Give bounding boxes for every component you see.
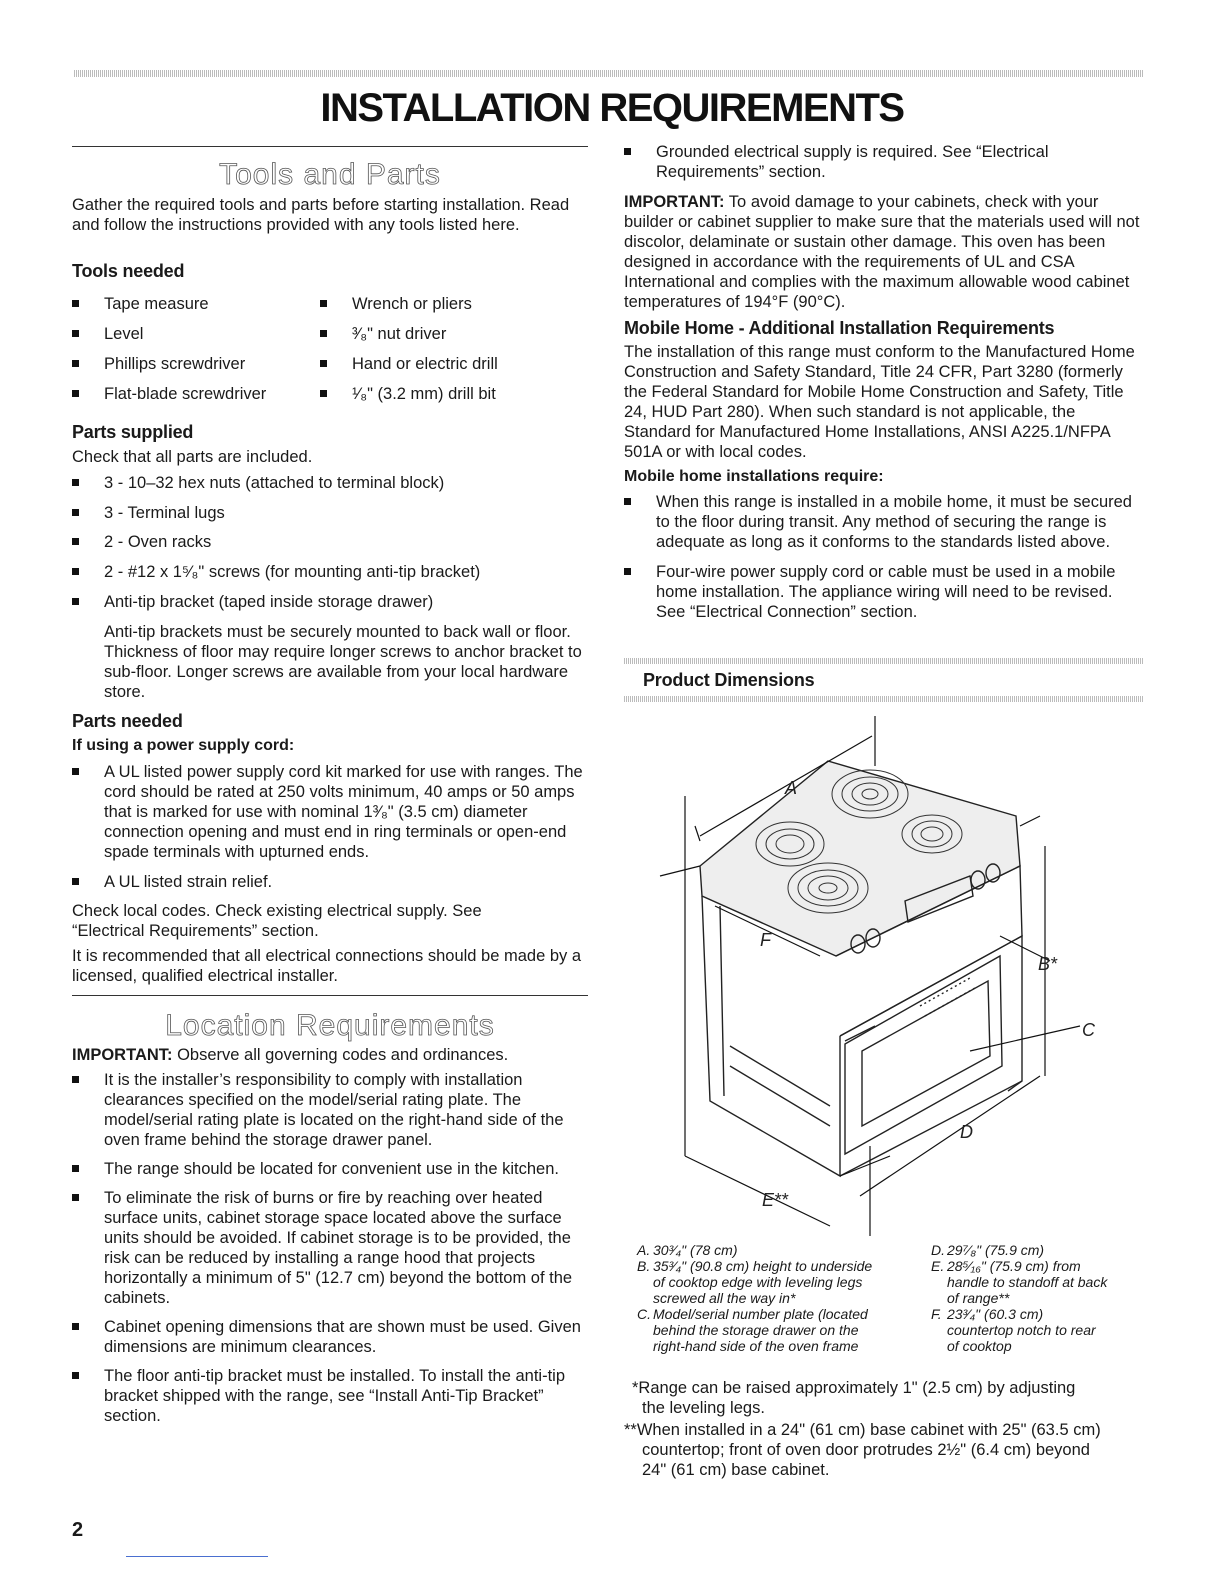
list-item: Tape measure — [72, 294, 209, 314]
list-item: A UL listed power supply cord kit marked for use with ranges. The cord should be rated at 250 volts minimum, 40 amps or 50 amps that is marked for use with nominal 1³⁄₈" (3.5 cm) diameter connection opening and must end in ring terminals or open-end spade terminals with upturned ends. — [72, 762, 588, 862]
dimensions-bar-bottom — [624, 696, 1144, 702]
list-item: 2 - #12 x 1⁵⁄₈" screws (for mounting anti-tip bracket) — [72, 562, 480, 582]
list-item: Wrench or pliers — [320, 294, 472, 314]
caption-left: A. 30³⁄₄" (78 cm) B. 35³⁄₄" (90.8 cm) height to underside of cooktop edge with leveling legs screwed all the way in* C. Model/serial number plate (located behind the storage drawer on the right-hand side of the oven frame — [637, 1242, 873, 1354]
list-item: Cabinet opening dimensions that are shown must be used. Given dimensions are minimum clearances. — [72, 1317, 588, 1357]
check-codes: Check local codes. Check existing electrical supply. See “Electrical Requirements” section. — [72, 902, 482, 940]
important-text: To avoid damage to your cabinets, check with your builder or cabinet supplier to make sure that the materials used will not discolor, delaminate or sustain other damage. This oven has been designed in accordance with the requirements of UL and CSA International and complies with the maximum allowable wood cabinet temperatures of 194°F (90°C). — [624, 193, 1140, 311]
recommended-note: It is recommended that all electrical connections should be made by a licensed, qualified electrical installer. — [72, 947, 582, 985]
list-item: 2 - Oven racks — [72, 532, 211, 552]
footnote-raise: *Range can be raised approximately 1" (2.5 cm) by adjusting the leveling legs. — [632, 1379, 1076, 1417]
header-texture-bar — [74, 70, 1144, 77]
list-item: A UL listed strain relief. — [72, 872, 588, 892]
list-item: Anti-tip bracket (taped inside storage drawer) — [72, 592, 433, 612]
product-dimensions-heading: Product Dimensions — [643, 670, 815, 690]
list-item: Level — [72, 324, 143, 344]
dim-label-f: F — [760, 930, 771, 950]
cord-heading: If using a power supply cord: — [72, 737, 295, 754]
parts-supplied-intro: Check that all parts are included. — [72, 448, 313, 466]
important-label: IMPORTANT: — [624, 193, 725, 211]
parts-supplied-heading: Parts supplied — [72, 422, 194, 442]
location-important — [72, 1045, 588, 1065]
page-title: INSTALLATION REQUIREMENTS — [320, 86, 904, 130]
list-item: ³⁄₈" nut driver — [320, 324, 446, 344]
grounded-list — [624, 142, 1140, 182]
list-item: Four-wire power supply cord or cable must be used in a mobile home installation. The appliance wiring will need to be revised. See “Electrical Connection” section. — [624, 562, 1140, 622]
list-item: The range should be located for convenient use in the kitchen. — [72, 1159, 588, 1179]
list-item: 3 - 10–32 hex nuts (attached to terminal block) — [72, 473, 444, 493]
important-text: Observe all governing codes and ordinances. — [172, 1046, 509, 1064]
tools-needed-heading: Tools needed — [72, 261, 185, 281]
list-item: 3 - Terminal lugs — [72, 503, 225, 523]
dimensions-bar-top — [624, 658, 1144, 664]
list-item: Grounded electrical supply is required. See “Electrical Requirements” section. — [624, 142, 1140, 182]
footer-line — [126, 1556, 268, 1557]
list-item: Hand or electric drill — [320, 354, 498, 374]
dim-label-b: B* — [1038, 954, 1058, 974]
page-number: 2 — [72, 1519, 84, 1541]
list-item: It is the installer’s responsibility to comply with installation clearances specified on the model/serial rating plate. The model/serial rating plate is located on the right-hand side of the oven frame behind the storage drawer panel. — [72, 1070, 588, 1150]
section-rule — [72, 146, 588, 147]
list-item: Phillips screwdriver — [72, 354, 245, 374]
tools-parts-heading: Tools and Parts — [219, 158, 441, 191]
list-item: To eliminate the risk of burns or fire by reaching over heated surface units, cabinet storage space located above the surface units should be avoided. If cabinet storage is to be provided, the risk can be reduced by installing a range hood that projects horizontally a minimum of 5" (12.7 cm) beyond the bottom of the cabinets. — [72, 1188, 588, 1308]
important-label: IMPORTANT: — [72, 1046, 173, 1064]
list-item: When this range is installed in a mobile home, it must be secured to the floor during transit. Any method of securing the range is adequate as long as it conforms to the standards listed above. — [624, 492, 1140, 552]
mobile-require-heading: Mobile home installations require: — [624, 468, 884, 485]
section-rule — [72, 995, 588, 996]
caption-right: D. 29⁷⁄₈" (75.9 cm) E. 28⁵⁄₁₆" (75.9 cm) from handle to standoff at back of range** F. 23³⁄₄" (60.3 cm) countertop notch to rear of cooktop — [931, 1242, 1108, 1354]
mobile-home-heading: Mobile Home - Additional Installation Requirements — [624, 318, 1055, 338]
list-item: Flat-blade screwdriver — [72, 384, 266, 404]
dim-label-a: A — [785, 778, 798, 798]
location-heading: Location Requirements — [165, 1009, 495, 1042]
antitip-note: Anti-tip brackets must be securely mounted to back wall or floor. Thickness of floor may require longer screws to anchor bracket to sub-floor. Longer screws are available from your local hardware store. — [104, 623, 582, 701]
tools-intro: Gather the required tools and parts before starting installation. Read and follow the instructions provided with any tools listed here. — [72, 196, 570, 234]
mobile-home-text: The installation of this range must conform to the Manufactured Home Construction and Safety Standard, Title 24 CFR, Part 3280 (formerly the Federal Standard for Mobile Home Construction and Safety, Title 24, HUD Part 280). When such standard is not applicable, the Standard for Manufactured Home Installations, ANSI A225.1/NFPA 501A or with local codes. — [624, 343, 1135, 461]
location-list — [72, 1070, 588, 1426]
mobile-require-list — [624, 492, 1140, 622]
cord-list — [72, 762, 588, 892]
dim-label-d: D — [960, 1122, 973, 1142]
range-dimension-diagram — [640, 706, 1120, 1238]
list-item: ¹⁄₈" (3.2 mm) drill bit — [320, 384, 496, 404]
list-item: The floor anti-tip bracket must be installed. To install the anti-tip bracket shipped with the range, see “Install Anti-Tip Bracket” section. — [72, 1366, 588, 1426]
parts-needed-heading: Parts needed — [72, 711, 183, 731]
dim-label-c: C — [1082, 1020, 1095, 1040]
footnote-cabinet: **When installed in a 24" (61 cm) base cabinet with 25" (63.5 cm) countertop; front of oven door protrudes 2½" (6.4 cm) beyond 24" (61 cm) base cabinet. — [624, 1421, 1101, 1479]
dim-label-e: E** — [762, 1190, 789, 1210]
right-important — [624, 192, 1144, 312]
